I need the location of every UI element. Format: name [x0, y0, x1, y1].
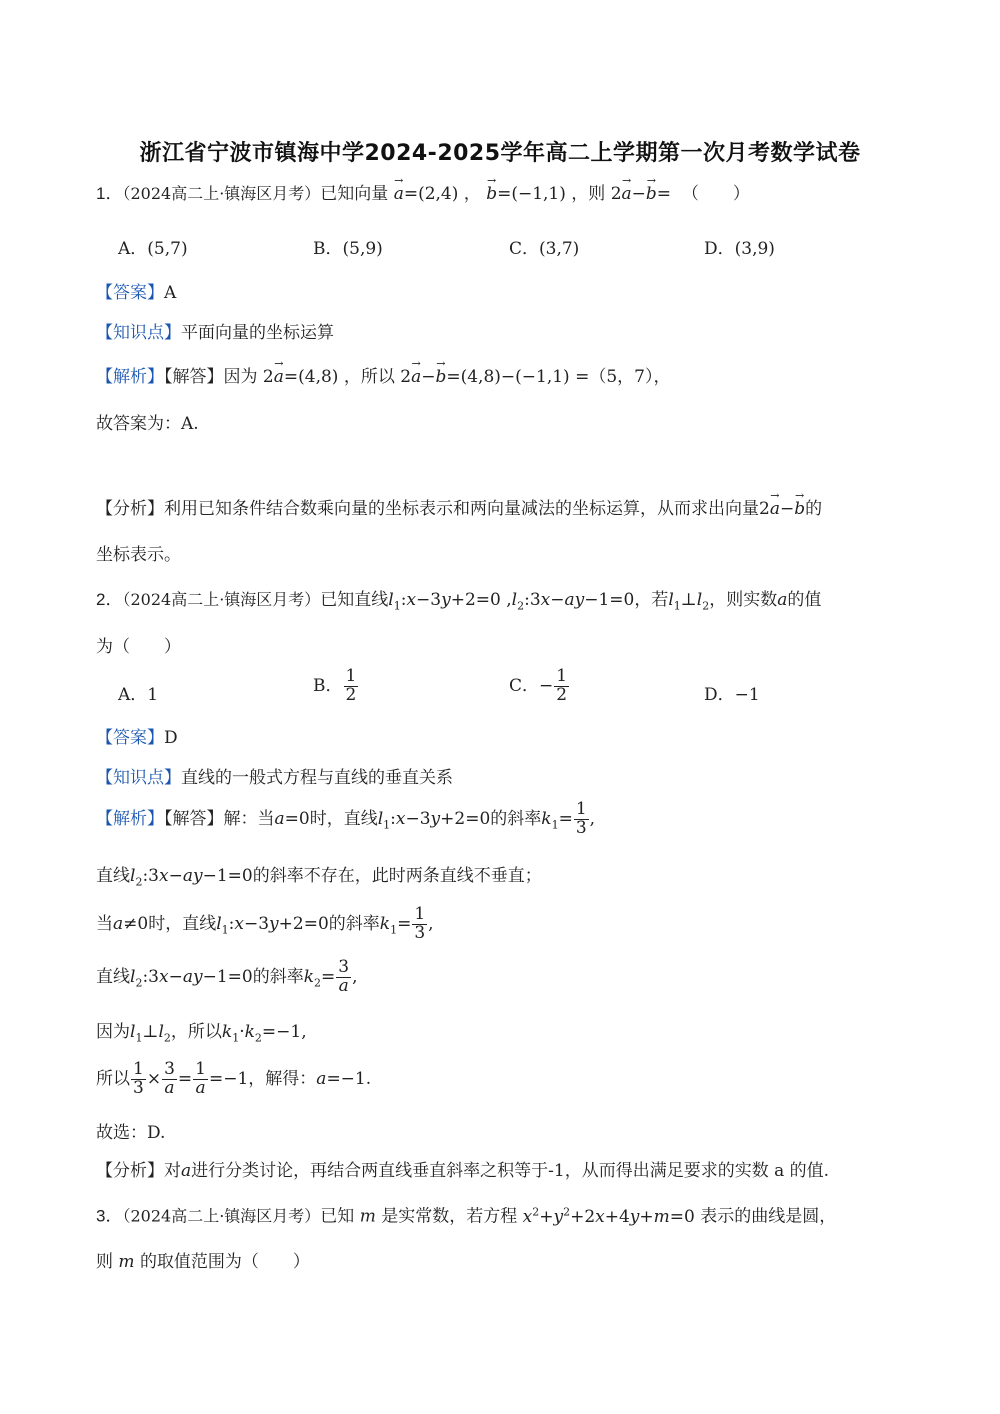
- step-line: 当a≠0时，直线$l_1:x-3y+2=0$的斜率$k_1=$ $\frac{1}{3}$ ,: [96, 904, 434, 943]
- formula: → a=(2,4): [394, 184, 459, 204]
- question-number: 2．: [96, 590, 123, 609]
- question-1-stem: 1．（2024高二上·镇海区月考）已知向量 → a=(2,4) ， → b=(−1,1) ，则 2→ a−→ b= （ ）: [96, 183, 750, 205]
- option-b: B．(5,9): [313, 239, 383, 259]
- question-2-stem-2: 为（ ）: [96, 637, 181, 657]
- formula: $k_1=$ $\frac{1}{3}$ ,: [379, 904, 434, 943]
- fenxi-line: 【分析】利用已知条件结合数乘向量的坐标表示和两向量减法的坐标运算，从而求出向量2→ a−→ b的: [96, 498, 822, 520]
- knowledge-point-tag: 【知识点】: [96, 768, 181, 788]
- formula: $k_1=$ $\frac{1}{3}$ ,: [541, 799, 596, 838]
- formula: a=−1.: [316, 1068, 372, 1089]
- answer-line: [96, 727, 178, 749]
- analysis-line: 【解析】【解答】解：当a=0时，直线$l_1:x-3y+2=0$的斜率$k_1=$ $\frac{1}{3}$ ,: [96, 799, 596, 838]
- answer-line: [96, 282, 176, 304]
- formula: $l_1:x-3y+2=0$ $,l_2:3x-ay-1=0$: [388, 590, 635, 613]
- formula: $l_1:x-3y+2=0$: [216, 913, 329, 937]
- fenxi-line: 【分析】对a进行分类讨论，再结合两直线垂直斜率之积等于-1，从而得出满足要求的实数 a 的值.: [96, 1161, 830, 1181]
- answer-value: D: [164, 728, 178, 748]
- option-c: C．− $\frac{1}{2}$: [509, 666, 568, 705]
- analysis-line: 【解析】【解答】因为 2→ a=(4,8) ，所以 2→ a−→ b=(4,8)−(−1,1) =（5，7），: [96, 366, 670, 388]
- formula: $l_2:3x-ay-1=0$: [130, 966, 253, 990]
- page-title: 浙江省宁波市镇海中学2024-2025学年高二上学期第一次月考数学试卷: [139, 141, 861, 166]
- step-line: 因为$l_1\perp l_2$，所以$k_1\cdot k_2=-1$,: [96, 1022, 307, 1045]
- answer-value: A: [164, 283, 177, 303]
- option-d: D．−1: [704, 685, 760, 705]
- knowledge-point-line: [96, 322, 334, 344]
- formula: 2→ a−→ b=: [611, 184, 671, 204]
- question-number: 1．: [96, 184, 123, 203]
- question-3-stem-2: 则 m 的取值范围为（ ）: [96, 1252, 310, 1272]
- question-3-stem: 3．（2024高二上·镇海区月考）已知 m 是实常数，若方程 $x^2+y^2+2x+4y+m=0$ 表示的曲线是圆，: [96, 1205, 837, 1227]
- formula: $l_1\perp l_2$: [130, 1022, 171, 1045]
- fenxi-line-2: 坐标表示。: [96, 545, 181, 565]
- formula: 2→ a−→ b=(4,8)−(−1,1): [400, 367, 569, 387]
- step-line: 直线$l_2:3x-ay-1=0$的斜率$k_2=$ $\frac{3}{a}$ ,: [96, 957, 358, 996]
- formula: $k_1\cdot k_2=-1$,: [221, 1022, 307, 1045]
- formula: $l_1:x-3y+2=0$: [377, 808, 491, 832]
- formula: $\frac{1}{3}$ × $\frac{3}{a}$ = $\frac{1}{a}$ =−1: [133, 1059, 249, 1098]
- question-source: （2024高二上·镇海区月考）: [122, 590, 321, 609]
- knowledge-point-line: [96, 767, 453, 789]
- knowledge-point: 平面向量的坐标运算: [181, 323, 334, 343]
- fraction: $\frac{1}{2}$: [556, 666, 568, 705]
- fenxi-tag: 【分析】: [96, 1161, 164, 1181]
- conclusion: 故答案为：A.: [96, 414, 199, 434]
- formula: $k_2=$ $\frac{3}{a}$ ,: [303, 957, 358, 996]
- answer-tag: 【答案】: [96, 728, 164, 748]
- formula: 2→ a=(4,8): [263, 367, 339, 387]
- fraction: $\frac{1}{2}$: [345, 666, 357, 705]
- step-line: 所以 $\frac{1}{3}$ × $\frac{3}{a}$ = $\frac{1}{a}$ =−1，解得：a=−1.: [96, 1059, 372, 1098]
- analysis-tag: 【解析】: [96, 808, 164, 829]
- step-line: 直线$l_2:3x-ay-1=0$的斜率不存在，此时两条直线不垂直；: [96, 866, 542, 889]
- option-d: D．(3,9): [704, 239, 775, 259]
- conclusion: 故选：D.: [96, 1123, 166, 1143]
- option-a: A．1: [118, 685, 159, 705]
- fenxi-tag: 【分析】: [96, 499, 164, 519]
- formula: 2→ a−→ b: [759, 499, 805, 519]
- formula: $l_1\perp l_2$: [668, 590, 710, 613]
- question-2-stem: 2．（2024高二上·镇海区月考）已知直线$l_1:x-3y+2=0$ $,l_2:3x-ay-1=0$，若$l_1\perp l_2$，则实数a的值: [96, 590, 822, 613]
- question-source: （2024高二上·镇海区月考）: [122, 184, 321, 203]
- analysis-tag: 【解析】: [96, 367, 164, 387]
- formula: $x^2+y^2+2x+4y+m=0$: [522, 1205, 695, 1227]
- knowledge-point: 直线的一般式方程与直线的垂直关系: [181, 768, 453, 788]
- formula: → b=(−1,1): [486, 184, 566, 204]
- knowledge-point-tag: 【知识点】: [96, 323, 181, 343]
- option-c: C．(3,7): [509, 239, 580, 259]
- formula: $l_2:3x-ay-1=0$: [130, 866, 253, 889]
- option-b: B． $\frac{1}{2}$: [313, 666, 357, 705]
- question-source: （2024高二上·镇海区月考）: [122, 1206, 321, 1226]
- answer-tag: 【答案】: [96, 283, 164, 303]
- question-number: 3．: [96, 1206, 123, 1226]
- option-a: A．(5,7): [118, 239, 188, 259]
